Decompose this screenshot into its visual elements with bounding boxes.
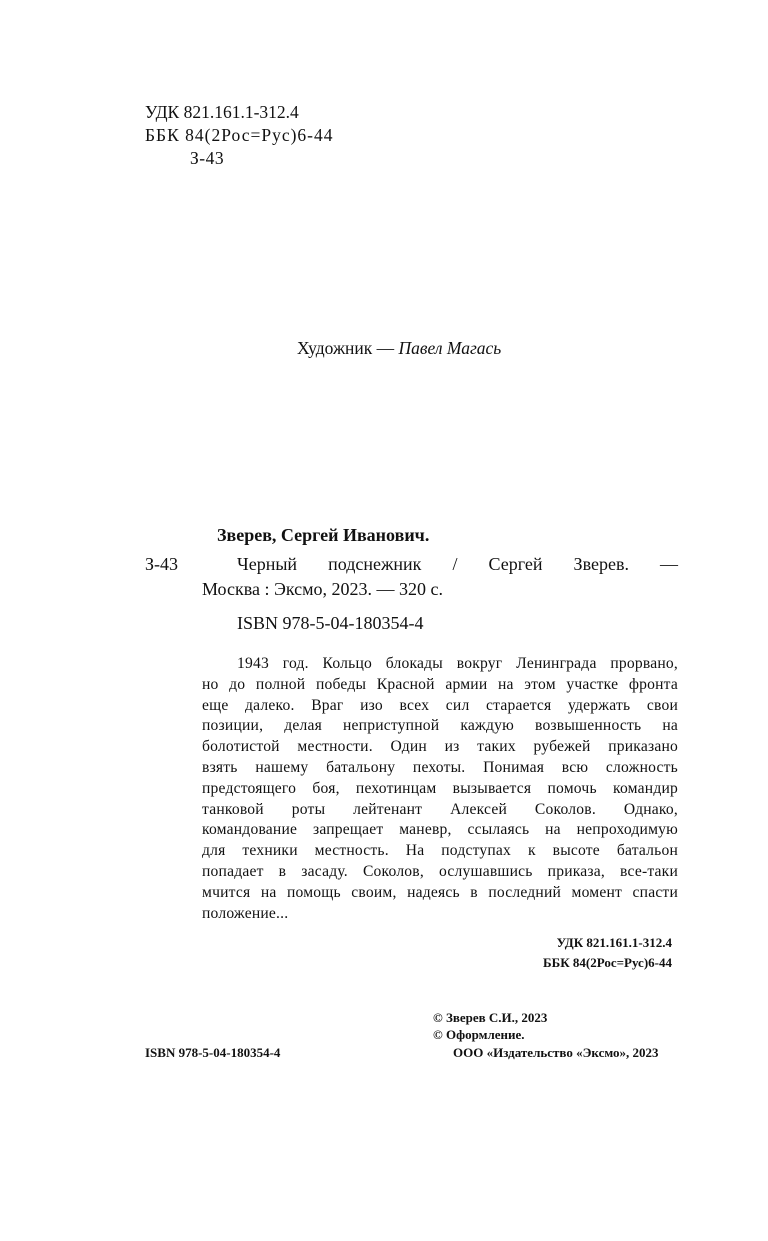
annotation-line: еще далеко. Враг изо всех сил старается удержать свои (202, 696, 678, 714)
catalog-author-heading: Зверев, Сергей Иванович. (217, 525, 430, 545)
udk-code: УДК 821.161.1-312.4 (145, 102, 299, 122)
annotation-text (202, 654, 678, 924)
catalog-isbn: ISBN 978-5-04-180354-4 (237, 613, 424, 633)
copyright-author: © Зверев С.И., 2023 (433, 1010, 548, 1025)
bbk-code: ББК 84(2Рос=Рус)6-44 (145, 125, 334, 145)
annotation-line: танковой роты лейтенант Алексей Соколов. Однако, (202, 800, 678, 818)
bbk-code-bottom: ББК 84(2Рос=Рус)6-44 (543, 955, 672, 970)
illustrator-name: Павел Магась (398, 338, 502, 358)
annotation-line: болотистой местности. Один из таких рубежей приказано (202, 738, 678, 756)
annotation-line: позиции, делая неприступной каждую возвышенность на (202, 717, 678, 735)
annotation-line: предстоящего боя, пехотинцам вызывается помочь командир (202, 779, 678, 797)
annotation-line: мчится на помощь своим, надеясь в последний момент спасти (202, 883, 678, 901)
catalog-imprint-line: Москва : Эксмо, 2023. — 320 с. (202, 579, 444, 599)
annotation-line: для техники местность. На подступах к высоте батальон (202, 842, 678, 860)
catalog-author-mark: З-43 (145, 554, 179, 574)
illustrator-label: Художник — (297, 338, 399, 358)
annotation-line: попадает в засаду. Соколов, ослушавшись приказа, все-таки (202, 862, 678, 880)
annotation-line: 1943 год. Кольцо блокады вокруг Ленинграда прорвано, (237, 655, 678, 672)
copyright-design: © Оформление. (433, 1027, 525, 1042)
annotation-line: командование запрещает маневр, ссылаясь на непроходимую (202, 821, 678, 839)
annotation-line: положение... (202, 904, 289, 922)
annotation-line: но до полной победы Красной армии на этом участке фронта (202, 675, 678, 693)
copyright-publisher: ООО «Издательство «Эксмо», 2023 (453, 1045, 659, 1060)
udk-code-bottom: УДК 821.161.1-312.4 (556, 935, 672, 950)
catalog-title-line: Черный подснежник / Сергей Зверев. — (237, 554, 678, 574)
author-mark: З-43 (190, 148, 225, 168)
isbn-bottom: ISBN 978-5-04-180354-4 (145, 1045, 281, 1060)
annotation-line: взять нашему батальону пехоты. Понимая всю сложность (202, 758, 678, 776)
illustrator-credit (297, 338, 501, 359)
